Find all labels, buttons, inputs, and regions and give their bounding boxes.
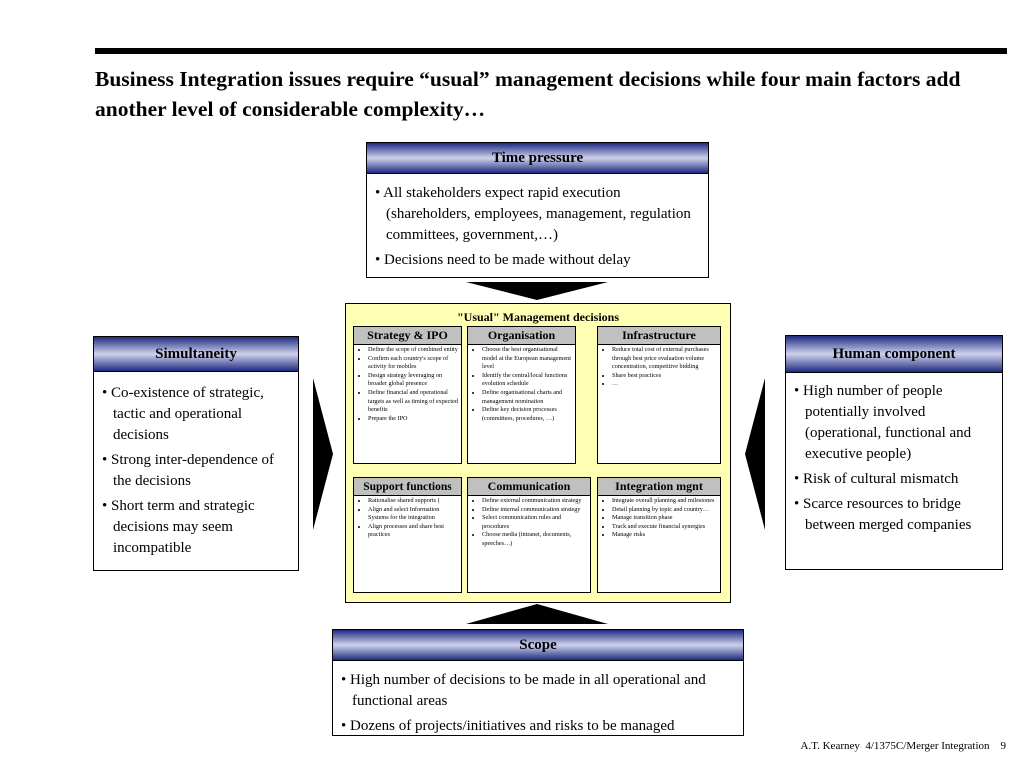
bullet: • Co-existence of strategic, tactic and operational decisions (102, 385, 264, 443)
list-item: • Choose media (intranet, documents, speeches…) (482, 531, 588, 548)
arrow-up-icon (466, 604, 608, 624)
scope-box (332, 629, 744, 736)
bullet: • Scarce resources to bridge between merged companies (794, 496, 972, 533)
list-item: • Define organisational charts and management nomination (482, 389, 573, 406)
list-item: • Reduce total cost of external purchases through best price evaluation volume concentration, competitive bidding (612, 346, 718, 372)
list-item: • Rationalise shared supports ( (368, 497, 459, 506)
page-number: 9 (1000, 740, 1006, 752)
cell-strategy-ipo (353, 326, 462, 464)
human-component-header: Human component (786, 336, 1002, 373)
list-item: • Manage risks (612, 531, 718, 540)
bullet: • All stakeholders expect rapid execution (shareholders, employees, management, regulation committees, government,…) (375, 185, 691, 243)
cell-list (472, 497, 588, 549)
cell-header: Strategy & IPO (354, 327, 461, 345)
bullet: • Decisions need to be made without delay (375, 252, 631, 268)
scope-bullets (341, 670, 737, 741)
bullet: • Short term and strategic decisions may seem incompatible (102, 498, 255, 556)
list-item: • Define internal communication strategy (482, 506, 588, 515)
cell-support-functions (353, 477, 462, 593)
time-pressure-box (366, 142, 709, 278)
list-item: • Prepare the IPO (368, 415, 459, 424)
usual-decisions-panel (345, 303, 731, 603)
cell-communication (467, 477, 591, 593)
cell-header: Communication (468, 478, 590, 496)
list-item: • Choose the best organisational model at the European management level (482, 346, 573, 372)
list-item: • Detail planning by topic and country… (612, 506, 718, 515)
list-item: • Confirm each country's scope of activity for mobiles (368, 355, 459, 372)
list-item: • Integrate overall planning and milestones (612, 497, 718, 506)
list-item: • Align processes and share best practices (368, 523, 459, 540)
cell-list (602, 346, 718, 389)
cell-organisation (467, 326, 576, 464)
usual-decisions-title: "Usual" Management decisions (457, 310, 619, 324)
footer-text: A.T. Kearney 4/1375C/Merger Integration (800, 740, 990, 752)
list-item: • Track and execute financial synergies (612, 523, 718, 532)
top-rule (95, 48, 1007, 54)
simultaneity-header: Simultaneity (94, 337, 298, 372)
cell-list (358, 497, 459, 540)
cell-list (358, 346, 459, 423)
cell-list (602, 497, 718, 540)
cell-header: Support functions (354, 478, 461, 496)
footer (801, 740, 1006, 752)
list-item: • Share best practices (612, 372, 718, 381)
arrow-right-icon (313, 378, 333, 530)
scope-header: Scope (333, 630, 743, 661)
list-item: • Manage transition phase (612, 514, 718, 523)
cell-list (472, 346, 573, 423)
list-item: • Align and select Information Systems for the integration (368, 506, 459, 523)
human-component-box (785, 335, 1003, 570)
arrow-left-icon (745, 378, 765, 530)
simultaneity-bullets (102, 383, 292, 563)
list-item: • Design strategy leveraging on broader global presence (368, 372, 459, 389)
list-item: • Identify the central/local functions evolution schedule (482, 372, 573, 389)
arrow-down-icon (466, 282, 608, 300)
list-item: • Define financial and operational targets as well as timing of expected benefits (368, 389, 459, 415)
list-item: • Define external communication strategy (482, 497, 588, 506)
list-item: • … (612, 380, 718, 389)
cell-header: Infrastructure (598, 327, 720, 345)
list-item: • Select communication rules and procedures (482, 514, 588, 531)
slide-title: Business Integration issues require “usual” management decisions while four main factors add another level of considerable complexity… (95, 67, 961, 121)
bullet: • Strong inter-dependence of the decisions (102, 452, 274, 489)
list-item: • Define the scope of combined entity (368, 346, 459, 355)
time-pressure-header: Time pressure (367, 143, 708, 174)
bullet: • High number of decisions to be made in all operational and functional areas (341, 672, 706, 709)
bullet: • Dozens of projects/initiatives and risks to be managed (341, 718, 675, 734)
cell-infrastructure (597, 326, 721, 464)
time-pressure-bullets (375, 183, 702, 275)
simultaneity-box (93, 336, 299, 571)
cell-header: Organisation (468, 327, 575, 345)
list-item: • Define key decision processes (committees, procedures, …) (482, 406, 573, 423)
bullet: • High number of people potentially involved (operational, functional and executive people) (794, 383, 972, 462)
bullet: • Risk of cultural mismatch (794, 471, 959, 487)
cell-header: Integration mgnt (598, 478, 720, 496)
cell-integration-mgnt (597, 477, 721, 593)
human-component-bullets (794, 381, 996, 540)
